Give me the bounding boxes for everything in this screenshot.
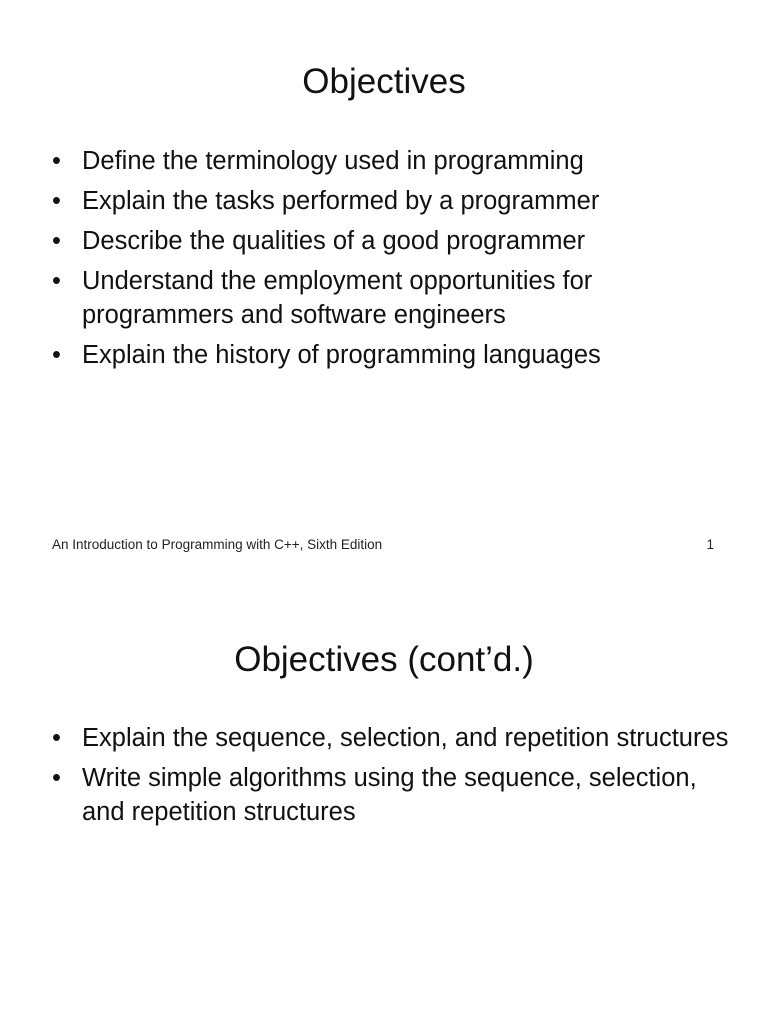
bullet-icon: •: [52, 267, 61, 295]
list-item: [52, 184, 732, 218]
bullet-text: Explain the history of programming languages: [82, 341, 601, 369]
bullet-list: [52, 144, 732, 378]
bullet-icon: •: [52, 764, 61, 792]
bullet-icon: •: [52, 724, 61, 752]
bullet-list: [52, 721, 732, 835]
bullet-text: Write simple algorithms using the sequence, selection, and repetition structures: [82, 764, 697, 826]
bullet-icon: •: [52, 147, 61, 175]
slide-title: Objectives: [302, 62, 466, 101]
page-number: 1: [706, 537, 714, 552]
slide-2: [0, 578, 768, 1024]
bullet-icon: •: [52, 187, 61, 215]
list-item: [52, 338, 732, 372]
bullet-text: Define the terminology used in programming: [82, 147, 584, 175]
slide-footer: [0, 536, 768, 554]
bullet-text: Describe the qualities of a good programmer: [82, 227, 586, 255]
bullet-text: Explain the tasks performed by a programmer: [82, 187, 600, 215]
bullet-text: Explain the sequence, selection, and repetition structures: [82, 724, 729, 752]
bullet-icon: •: [52, 341, 61, 369]
slide-title: Objectives (cont’d.): [234, 640, 534, 679]
list-item: [52, 761, 732, 829]
bullet-icon: •: [52, 227, 61, 255]
list-item: [52, 224, 732, 258]
list-item: [52, 264, 732, 332]
list-item: [52, 144, 732, 178]
footer-book-title: An Introduction to Programming with C++, Sixth Edition: [52, 537, 383, 552]
bullet-text: Understand the employment opportunities for programmers and software engineers: [82, 267, 593, 329]
list-item: [52, 721, 732, 755]
